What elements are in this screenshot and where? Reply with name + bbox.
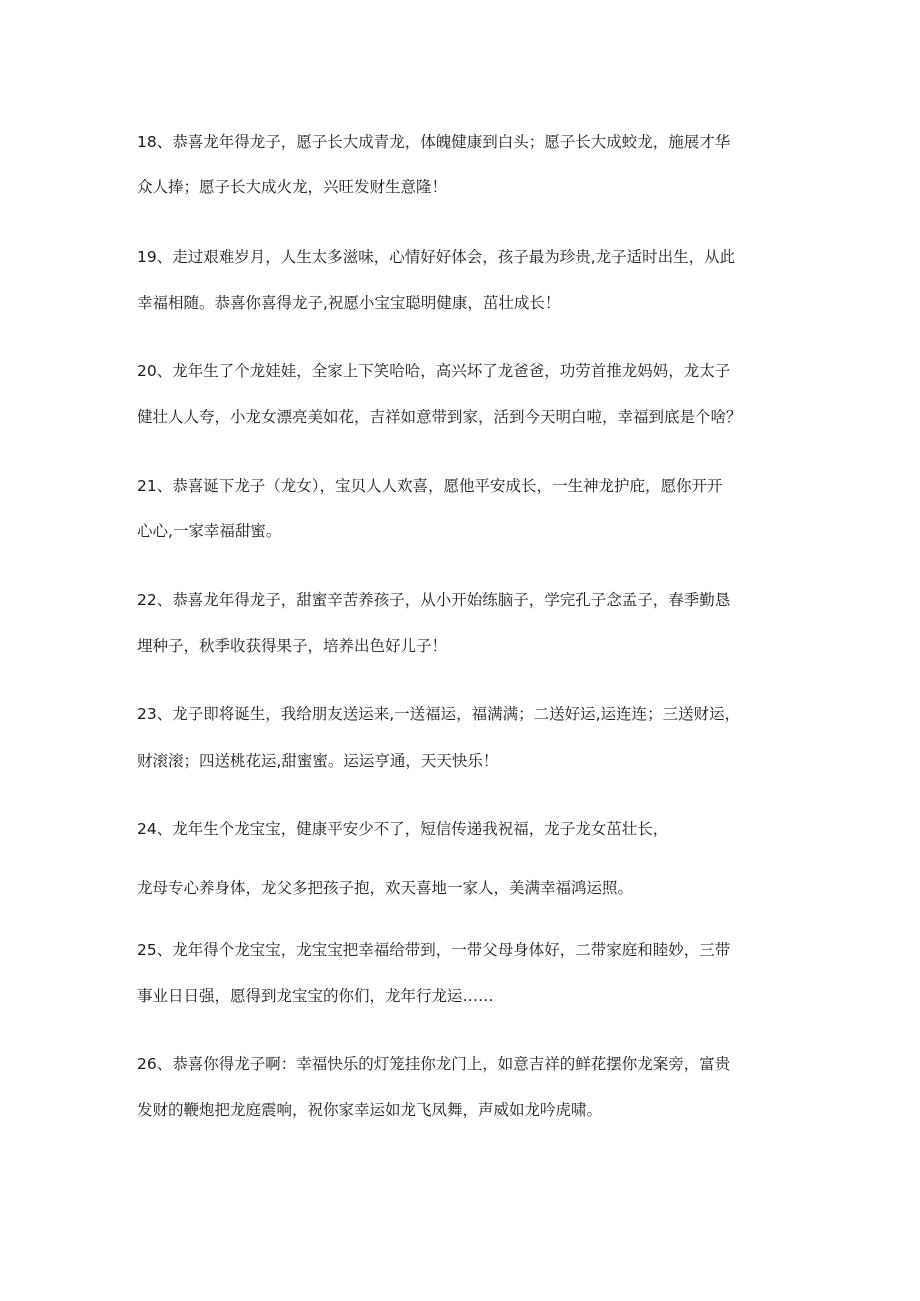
wish-18-line-2: 众人捧；愿子长大成火龙，兴旺发财生意隆！ bbox=[137, 178, 448, 196]
wish-24-line-1: 24、龙年生个龙宝宝，健康平安少不了，短信传递我祝福，龙子龙女茁壮长， bbox=[137, 820, 669, 838]
wish-22-line-1: 22、恭喜龙年得龙子，甜蜜辛苦养孩子，从小开始练脑子，学完孔子念孟子，春季勤恳 bbox=[137, 591, 731, 609]
wish-23-line-1: 23、龙子即将诞生，我给朋友送运来,一送福运，福满满；二送好运,运连连；三送财运， bbox=[137, 705, 741, 723]
wish-21-line-1: 21、恭喜诞下龙子（龙女），宝贝人人欢喜，愿他平安成长，一生神龙护庇，愿你开开 bbox=[137, 477, 723, 495]
wish-25-line-2: 事业日日强，愿得到龙宝宝的你们，龙年行龙运…… bbox=[137, 987, 494, 1005]
wish-18-line-1: 18、恭喜龙年得龙子，愿子长大成青龙，体魄健康到白头；愿子长大成蛟龙，施展才华 bbox=[137, 133, 731, 151]
wish-23-line-2: 财滚滚；四送桃花运,甜蜜蜜。运运亨通，天天快乐！ bbox=[137, 752, 499, 770]
wish-19-line-1: 19、走过艰难岁月，人生太多滋味，心情好好体会，孩子最为珍贵,龙子适时出生，从此 bbox=[137, 248, 736, 266]
wish-20-line-2: 健壮人人夸，小龙女漂亮美如花，吉祥如意带到家，活到今天明白啦，幸福到底是个啥？ bbox=[137, 408, 742, 426]
wish-24-line-2: 龙母专心养身体，龙父多把孩子抱，欢天喜地一家人，美满幸福鸿运照。 bbox=[137, 879, 634, 897]
wish-19-line-2: 幸福相随。恭喜你喜得龙子,祝愿小宝宝聪明健康，茁壮成长！ bbox=[137, 294, 561, 312]
wish-22-line-2: 埋种子，秋季收获得果子，培养出色好儿子！ bbox=[137, 637, 448, 655]
wish-25-line-1: 25、龙年得个龙宝宝，龙宝宝把幸福给带到，一带父母身体好，二带家庭和睦妙，三带 bbox=[137, 941, 731, 959]
wish-20-line-1: 20、龙年生了个龙娃娃，全家上下笑哈哈，高兴坏了龙爸爸，功劳首推龙妈妈，龙太子 bbox=[137, 362, 731, 380]
wish-21-line-2: 心心,一家幸福甜蜜。 bbox=[137, 522, 282, 540]
wish-26-line-2: 发财的鞭炮把龙庭震响，祝你家幸运如龙飞凤舞，声威如龙吟虎啸。 bbox=[137, 1101, 603, 1119]
wish-26-line-1: 26、恭喜你得龙子啊：幸福快乐的灯笼挂你龙门上，如意吉祥的鲜花摆你龙案旁，富贵 bbox=[137, 1055, 731, 1073]
